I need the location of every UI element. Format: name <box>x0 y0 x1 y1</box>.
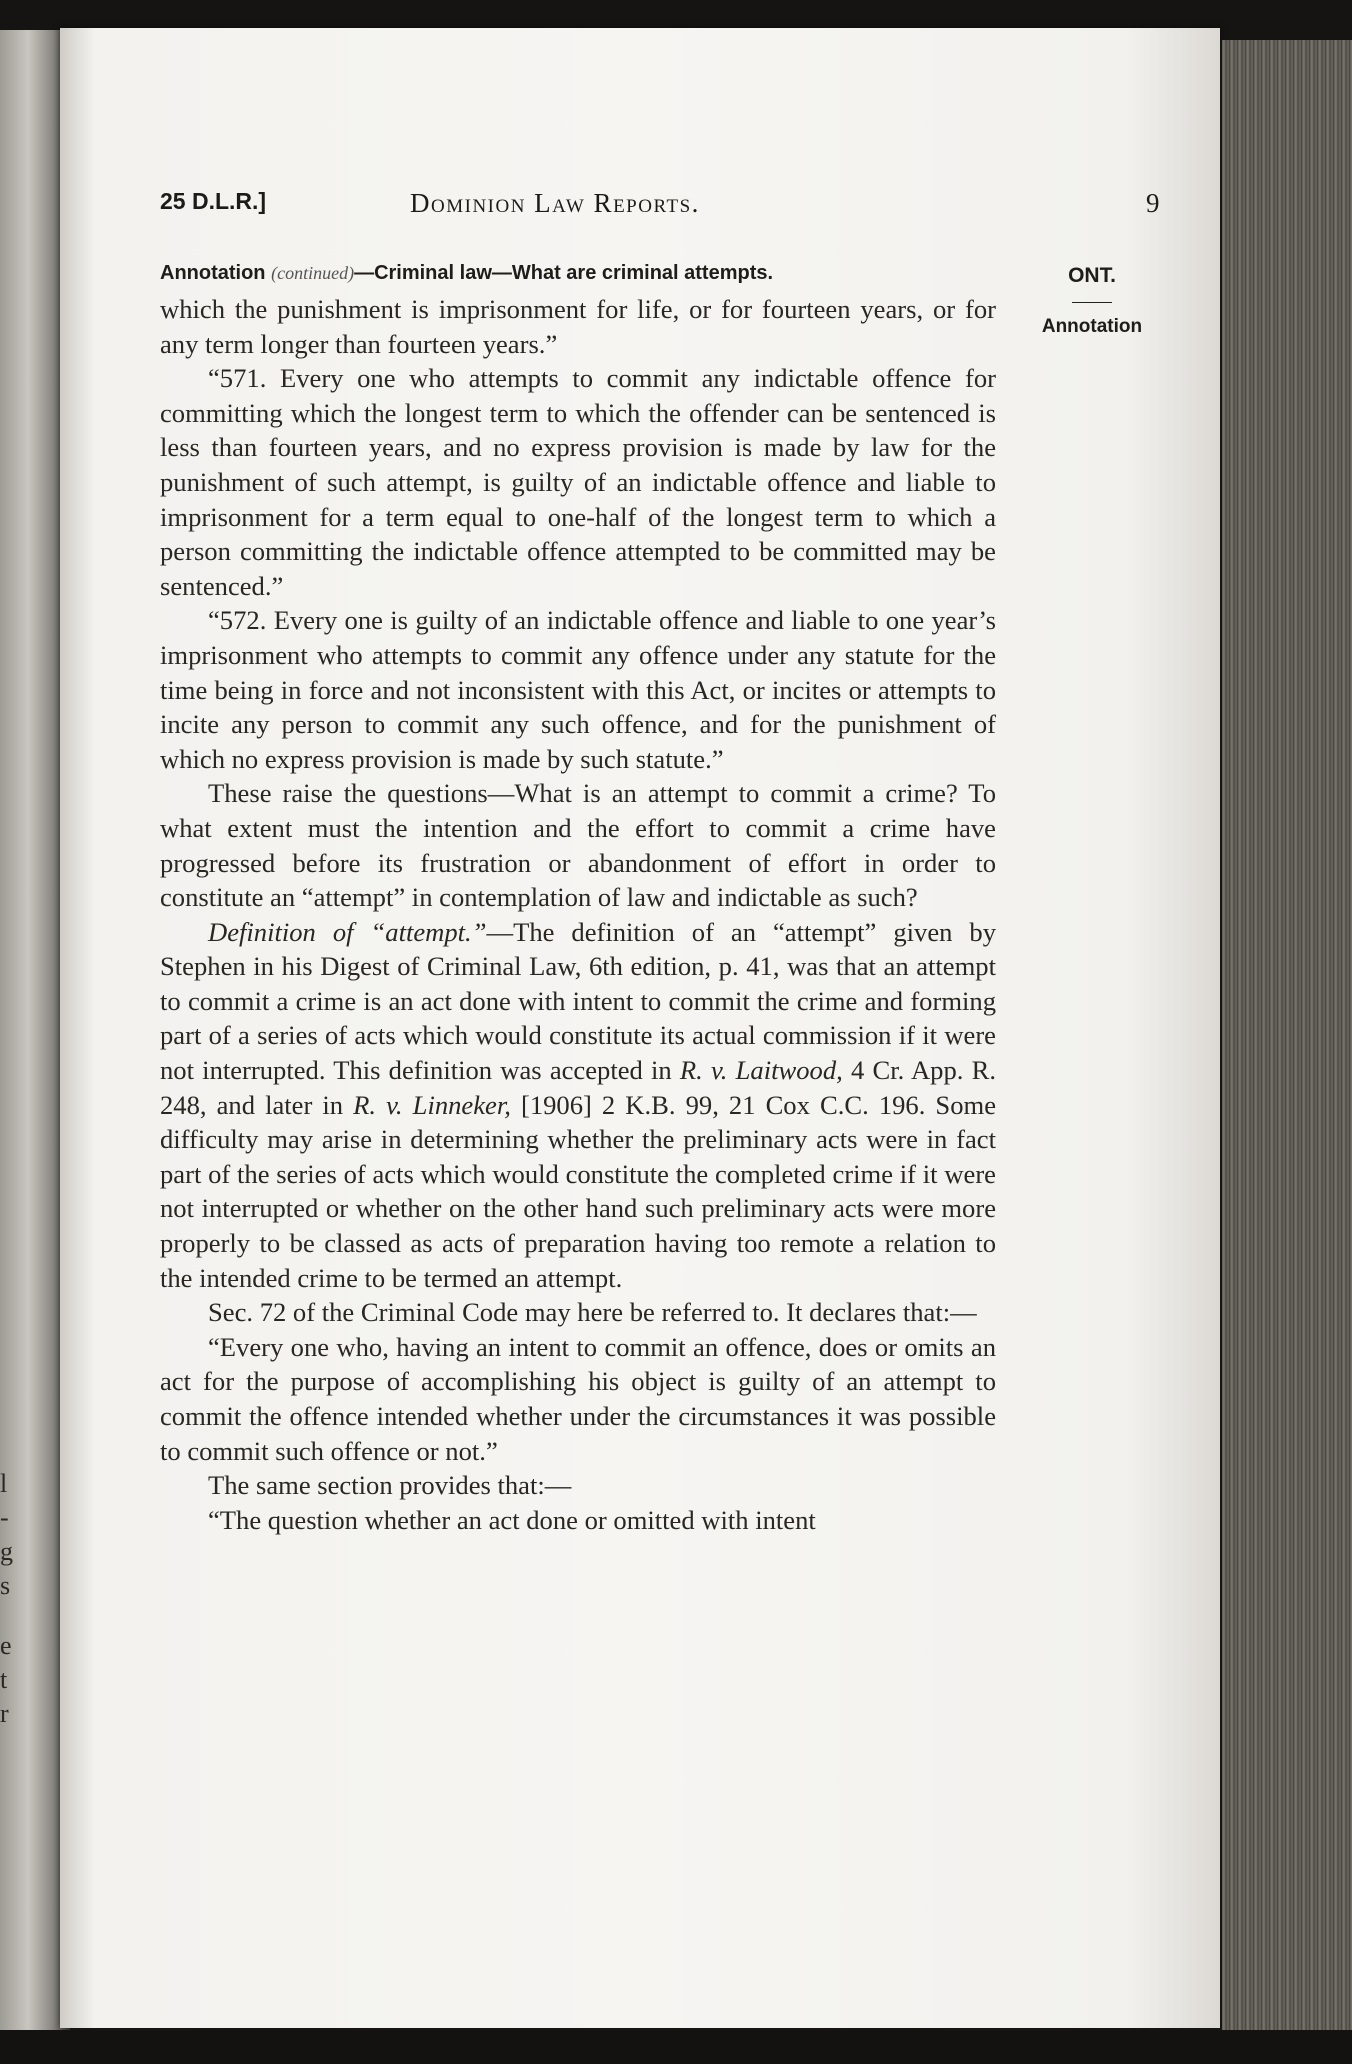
case-citation: R. v. Laitwood, <box>679 1055 843 1086</box>
annotation-topic: —Criminal law—What are criminal attempts. <box>354 262 774 284</box>
paragraph: “Every one who, having an intent to commit an offence, does or omits an act for the purpose of accomplishing his object is guilty of an attempt to commit the offence intended whether under the circumstances it was possible to commit such offence or not.” <box>160 1331 996 1466</box>
fragment: t <box>0 1665 8 1694</box>
text-run: [1906] 2 K.B. 99, 21 Cox C.C. 196. Some difficulty may arise in determining whether the preliminary acts were in fact part of the series of acts which would constitute the completed crime if it were not interrupted or whether on the other hand such preliminary acts were more properly to be classed as acts of preparation having too remote a relation to the intended crime to be termed an attempt. <box>160 1089 996 1293</box>
case-citation: R. v. Linneker, <box>353 1089 511 1120</box>
fragment: e <box>0 1631 12 1660</box>
fragment: s <box>0 1571 11 1600</box>
page-stack-edge <box>1222 40 1352 2040</box>
text-run: 4 Cr. App. R. 248, and later in <box>160 1055 997 1120</box>
text-run: —The definition of an “attempt” given by Stephen in his Digest of Criminal Law, 6th edition, p. 41, was that an attempt to commit a crime is an act done with intent to commit the crime and forming part of a series of acts which would constitute its actual commission if it were not interrupted. This definition was accepted in <box>160 916 996 1086</box>
scan-bottom-border <box>0 2030 1352 2064</box>
continued-marker: (continued) <box>271 263 355 283</box>
fragment: l <box>0 1469 8 1498</box>
annotation-label: Annotation <box>160 262 266 284</box>
fragment: g <box>0 1537 13 1566</box>
volume-reference: 25 D.L.R.] <box>160 188 267 214</box>
previous-page-text-fragments <box>0 1470 20 1734</box>
section-heading: Definition of “attempt.” <box>208 916 487 947</box>
sidenote-label: Annotation <box>1041 316 1143 337</box>
fragment: - <box>0 1503 9 1532</box>
page-number: 9 <box>1146 188 1160 218</box>
paragraph: “The question whether an act done or omitted with intent <box>208 1504 816 1535</box>
body-text <box>160 292 996 1537</box>
sidenote-divider <box>1072 302 1112 303</box>
paragraph: These raise the questions—What is an attempt to commit a crime? To what extent must the intention and the effort to commit a crime have progressed before its frustration or abandonment of effort in order to constitute an “attempt” in contemplation of law and indictable as such? <box>160 778 996 913</box>
paragraph: which the punishment is imprisonment for life, or for fourteen years, or for any term longer than fourteen years.” <box>160 294 996 359</box>
paragraph: The same section provides that:— <box>208 1470 572 1501</box>
journal-title: Dominion Law Reports. <box>410 188 700 218</box>
paragraph: Sec. 72 of the Criminal Code may here be referred to. It declares that:— <box>208 1297 977 1328</box>
fragment: r <box>0 1699 9 1728</box>
paragraph <box>160 915 996 1296</box>
paragraph: “572. Every one is guilty of an indictable offence and liable to one year’s imprisonment who attempts to commit any offence under any statute for the time being in force and not inconsistent with this Act, or incites or attempts to incite any person to commit any such offence, and for the punishment of which no express provision is made by such statute.” <box>160 605 996 774</box>
paragraph: “571. Every one who attempts to commit any indictable offence for committing which the longest term to which the offender can be sentenced is less than fourteen years, and no express provision is made by law for the punishment of such attempt, is guilty of an indictable offence and liable to imprisonment for a term equal to one-half of the longest term to which a person committing the indictable offence attempted to be committed may be sentenced.” <box>160 363 996 601</box>
sidenote-jurisdiction: ONT. <box>1068 264 1116 287</box>
annotation-heading <box>160 262 773 285</box>
